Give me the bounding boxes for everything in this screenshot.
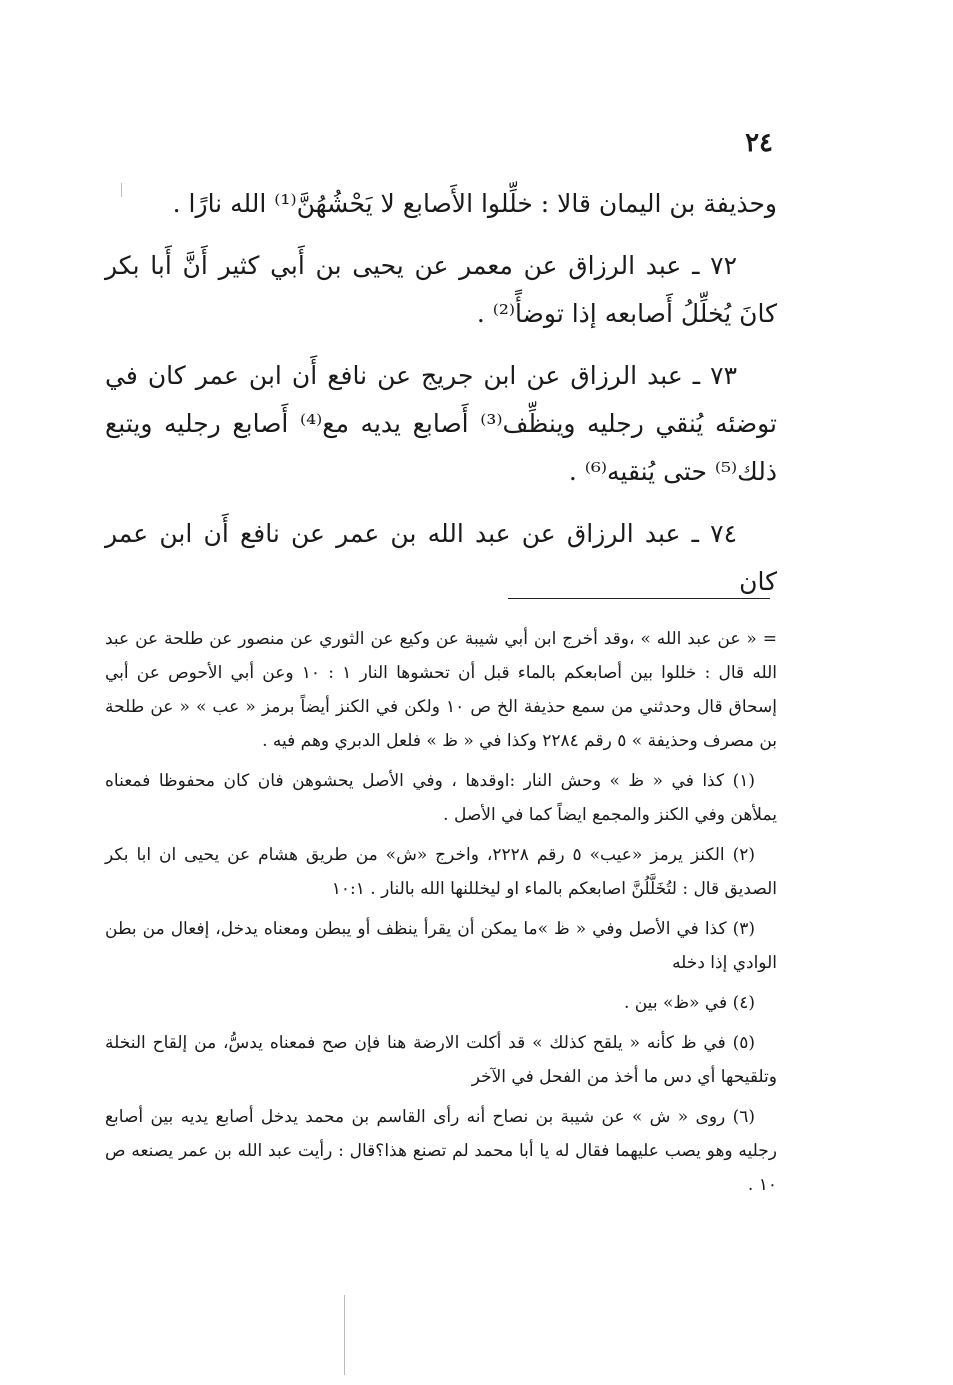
scan-artifact-line xyxy=(121,183,122,197)
footnote-continuation: = « عن عبد الله » ،وقد أخرج ابن أبي شيبة عن وكيع عن الثوري عن منصور عن طلحة عن عبد الله قال : خللوا بين أصابعكم بالماء قبل أن تحشوها النار ١ : ١٠ وعن أبي الأحوص عن أبي إسحاق قال وحدثني من سمع حذيفة الخ ص ١٠ ولكن في الكنز أيضاً برمز « عب » « عن طلحة بن مصرف وحذيفة » ٥ رقم ٢٢٨٤ وكذا في « ظ » فلعل الدبري وهم فيه . xyxy=(105,629,777,751)
footnote-5: (٥) في ظ كأنه « يلقح كذلك » قد أكلت الارضة هنا فإن صح فمعناه يدسُّ، من إلقاح النخلة وتلقيحها أي دس ما أخذ من الفحل في الآخر xyxy=(105,1033,777,1087)
page-number: ٢٤ xyxy=(745,128,773,158)
footnote-3: (٣) كذا في الأصل وفي « ظ »ما يمكن أن يقرأ ينظف أو يبطن ومعناه يدخل، إفعال من بطن الوادي إذا دخله xyxy=(105,919,777,973)
footnote-separator xyxy=(508,598,770,599)
footnote-4: (٤) في «ظ» بين . xyxy=(623,993,755,1013)
footnote-1: (١) كذا في « ظ » وحش النار :اوقدها ، وفي الأصل يحشوهن فان كان محفوظا فمعناه يملأهن وفي الكنز والمجمع ايضاً كما في الأصل . xyxy=(105,771,777,825)
hadith-74: ٧٤ ـ عبد الرزاق عن عبد الله بن عمر عن نافع أَن ابن عمر كان xyxy=(105,519,777,596)
scan-artifact-line xyxy=(344,1295,345,1375)
hadith-72: ٧٢ ـ عبد الرزاق عن معمر عن يحيى بن أَبي كثير أَنَّ أَبا بكر كانَ يُخلِّلُ أَصابعه إذا توضأً⁽²⁾ . xyxy=(105,251,777,328)
text-paragraph: وحذيفة بن اليمان قالا : خلِّلوا الأَصابع لا يَحْشُهُنَّ⁽¹⁾ الله نارًا . xyxy=(172,189,777,218)
footnote-2: (٢) الكنز يرمز «عيب» ٥ رقم ٢٢٢٨، واخرج «ش» من طريق هشام عن يحيى ان ابا بكر الصديق قال : لتُخَلَّلُنَّ اصابعكم بالماء او ليخللنها الله بالنار . ١٠:١ xyxy=(105,845,777,899)
main-text xyxy=(105,180,777,620)
footnote-6: (٦) روى « ش » عن شيبة بن نصاح أنه رأى القاسم بن محمد يدخل أصابع يديه بين أصابع رجليه وهو يصب عليهما فقال له يا أبا محمد لم تصنع هذا؟قال : رأيت عبد الله بن عمر يصنعه ص ١٠ . xyxy=(105,1107,777,1195)
footnotes xyxy=(105,622,777,1208)
hadith-73: ٧٣ ـ عبد الرزاق عن ابن جريج عن نافع أَن ابن عمر كان في توضئه يُنقي رجليه وينظِّف⁽³⁾ أَصابع يديه مع⁽⁴⁾ أَصابع رجليه ويتبع ذلك⁽⁵⁾ حتى يُنقيه⁽⁶⁾ . xyxy=(105,361,777,486)
